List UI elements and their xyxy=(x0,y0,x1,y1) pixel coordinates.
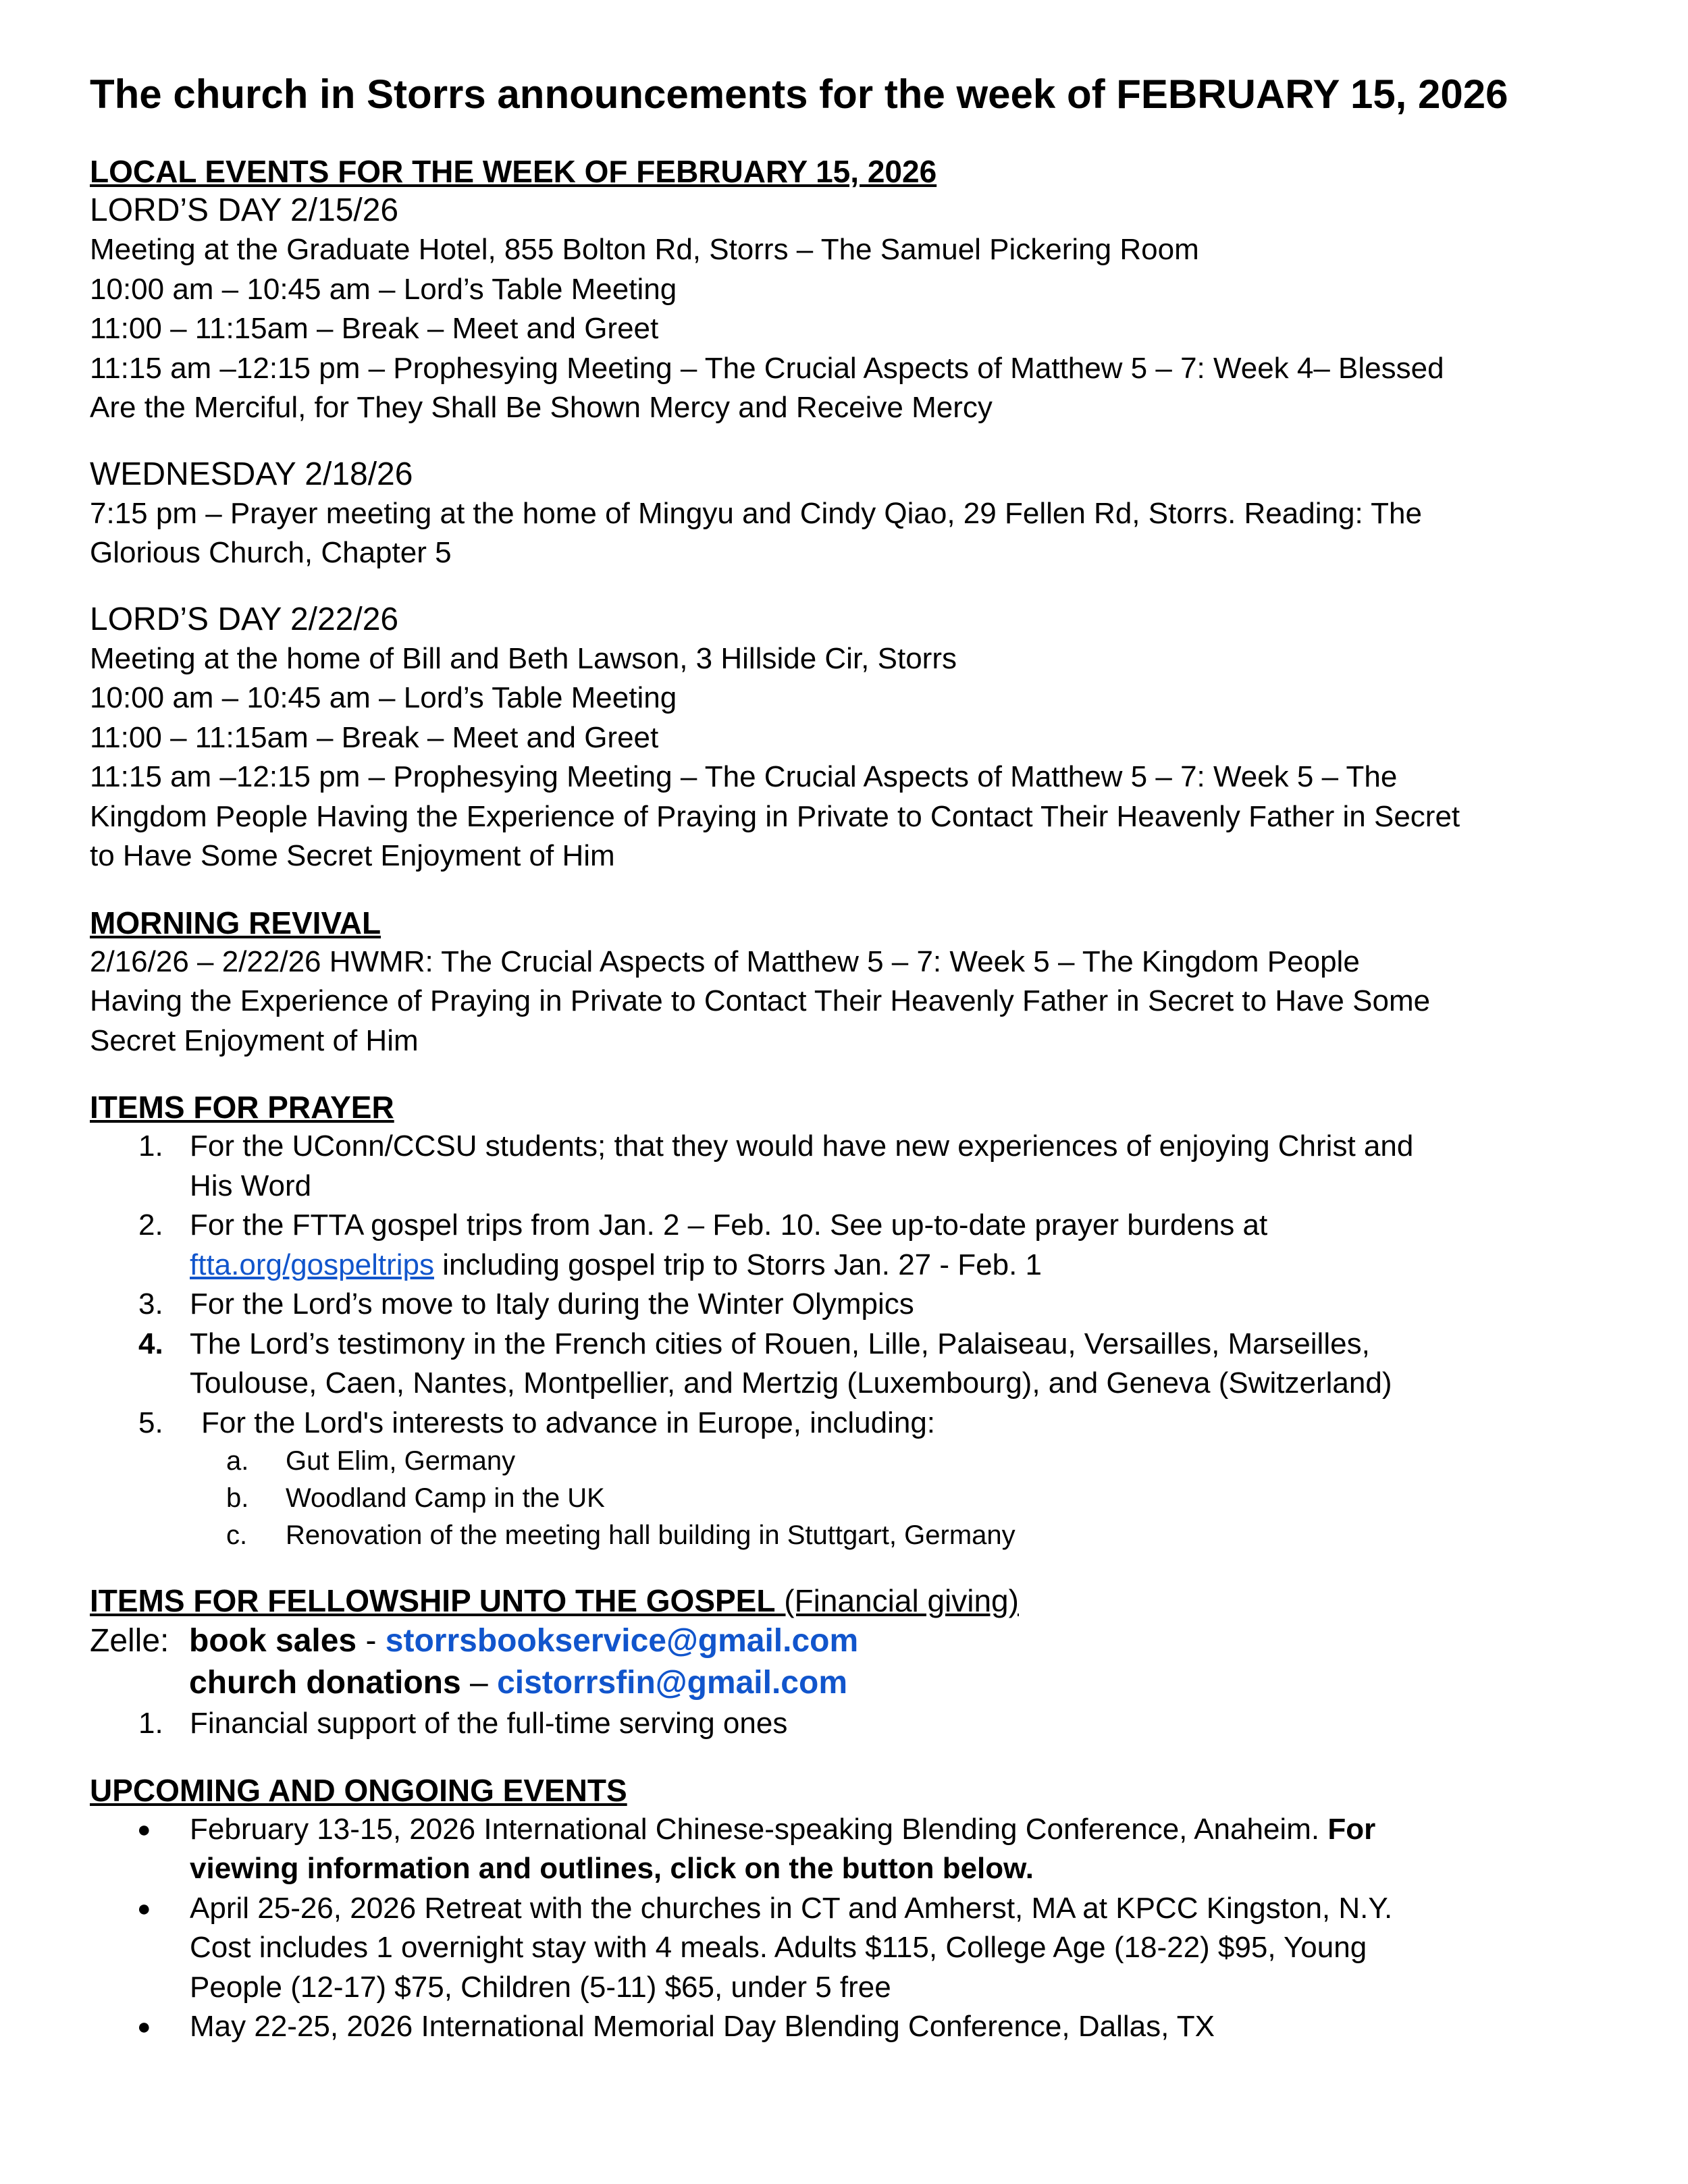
event-line: 11:15 am –12:15 pm – Prophesying Meeting – The Crucial Aspects of Matthew 5 – 7: Week 5 – The xyxy=(90,760,1398,793)
revival-line: Secret Enjoyment of Him xyxy=(90,1023,419,1057)
prayer-item xyxy=(90,1127,1600,1206)
bullet-icon: ● xyxy=(137,1816,151,1842)
morning-revival-section xyxy=(90,903,1600,1061)
event-bold-text: For xyxy=(1327,1812,1376,1846)
event-text: February 13-15, 2026 International Chinese-speaking Blending Conference, Anaheim. xyxy=(190,1812,1328,1846)
event-line: Meeting at the Graduate Hotel, 855 Bolton Rd, Storrs – The Samuel Pickering Room xyxy=(90,233,1199,266)
fellowship-heading-suffix: (Financial giving) xyxy=(775,1583,1019,1618)
event-line: 10:00 am – 10:45 am – Lord’s Table Meeting xyxy=(90,272,677,306)
sub-text: Gut Elim, Germany xyxy=(286,1446,516,1476)
upcoming-event xyxy=(90,1810,1600,1889)
item-text: For the FTTA gospel trips from Jan. 2 – Feb. 10. See up-to-date prayer burdens at xyxy=(190,1208,1268,1242)
item-text: For the Lord's interests to advance in Europe, including: xyxy=(201,1406,936,1439)
event-text: Cost includes 1 overnight stay with 4 meals. Adults $115, College Age (18-22) $95, Young xyxy=(190,1931,1367,1964)
separator: – xyxy=(460,1665,498,1701)
event-text: People (12-17) $75, Children (5-11) $65, under 5 free xyxy=(190,1970,891,2004)
sub-text: Woodland Camp in the UK xyxy=(286,1483,605,1513)
sub-item xyxy=(186,1517,1600,1554)
event-text: May 22-25, 2026 International Memorial Day Blending Conference, Dallas, TX xyxy=(190,2010,1215,2043)
item-text: His Word xyxy=(190,1169,312,1202)
item-text: The Lord’s testimony in the French cities of Rouen, Lille, Palaiseau, Versailles, Marseilles, xyxy=(190,1327,1370,1360)
item-number: 1. xyxy=(138,1707,163,1740)
separator: - xyxy=(357,1623,386,1659)
event-line: 11:15 am –12:15 pm – Prophesying Meeting – The Crucial Aspects of Matthew 5 – 7: Week 4– Blessed xyxy=(90,351,1444,385)
sub-text: Renovation of the meeting hall building in Stuttgart, Germany xyxy=(286,1520,1016,1550)
item-number: 5. xyxy=(138,1406,163,1439)
book-sales-email[interactable]: storrsbookservice@gmail.com xyxy=(385,1623,859,1659)
revival-line: 2/16/26 – 2/22/26 HWMR: The Crucial Aspects of Matthew 5 – 7: Week 5 – The Kingdom People xyxy=(90,944,1360,978)
item-text: For the UConn/CCSU students; that they would have new experiences of enjoying Christ and xyxy=(190,1129,1414,1163)
fellowship-section xyxy=(90,1581,1600,1744)
upcoming-event xyxy=(90,1889,1600,2008)
item-text: Financial support of the full-time serving ones xyxy=(190,1707,788,1740)
book-sales-label: book sales xyxy=(189,1623,357,1659)
item-number: 4. xyxy=(138,1327,163,1360)
local-events-section xyxy=(90,152,1600,876)
prayer-item xyxy=(90,1325,1600,1404)
local-events-heading: LOCAL EVENTS FOR THE WEEK OF FEBRUARY 15, 2026 xyxy=(90,154,937,189)
zelle-church-donations xyxy=(90,1662,1600,1704)
gospel-trips-link[interactable]: ftta.org/gospeltrips xyxy=(190,1248,434,1281)
event-line: Kingdom People Having the Experience of Praying in Private to Contact Their Heavenly Father in Secret xyxy=(90,799,1460,833)
prayer-heading: ITEMS FOR PRAYER xyxy=(90,1090,394,1125)
zelle-label: Zelle: xyxy=(90,1623,169,1659)
sub-letter: c. xyxy=(226,1520,248,1550)
prayer-item xyxy=(90,1285,1600,1325)
upcoming-event xyxy=(90,2007,1600,2047)
church-donations-label: church donations xyxy=(189,1665,461,1701)
upcoming-heading: UPCOMING AND ONGOING EVENTS xyxy=(90,1772,627,1808)
revival-line: Having the Experience of Praying in Private to Contact Their Heavenly Father in Secret to Have Some xyxy=(90,984,1431,1017)
sub-letter: b. xyxy=(226,1483,249,1513)
event-text: April 25-26, 2026 Retreat with the churches in CT and Amherst, MA at KPCC Kingston, N.Y. xyxy=(190,1891,1393,1925)
event-line: 11:00 – 11:15am – Break – Meet and Greet xyxy=(90,312,659,345)
fellowship-heading xyxy=(90,1581,1600,1620)
fellowship-list xyxy=(90,1704,1600,1744)
upcoming-section xyxy=(90,1771,1600,2047)
event-day-lords-day-2 xyxy=(90,600,1600,876)
morning-revival-heading: MORNING REVIVAL xyxy=(90,905,381,940)
prayer-item xyxy=(90,1206,1600,1285)
item-number: 2. xyxy=(138,1208,163,1242)
bullet-icon: ● xyxy=(137,1895,151,1921)
prayer-item xyxy=(90,1404,1600,1443)
event-line: Are the Merciful, for They Shall Be Shown Mercy and Receive Mercy xyxy=(90,391,993,424)
event-line: to Have Some Secret Enjoyment of Him xyxy=(90,839,615,872)
event-bold-text: viewing information and outlines, click on the button below. xyxy=(190,1852,1034,1885)
day-heading: WEDNESDAY 2/18/26 xyxy=(90,456,413,492)
event-line: Glorious Church, Chapter 5 xyxy=(90,536,452,569)
prayer-section xyxy=(90,1088,1600,1554)
event-day-lords-day-1 xyxy=(90,191,1600,428)
fellowship-heading-main: ITEMS FOR FELLOWSHIP UNTO THE GOSPEL xyxy=(90,1583,776,1618)
item-text: Toulouse, Caen, Nantes, Montpellier, and Mertzig (Luxembourg), and Geneva (Switzerland) xyxy=(190,1366,1392,1400)
sub-item xyxy=(186,1480,1600,1517)
event-line: 10:00 am – 10:45 am – Lord’s Table Meeting xyxy=(90,681,677,714)
item-text: For the Lord’s move to Italy during the Winter Olympics xyxy=(190,1287,914,1321)
fellowship-item xyxy=(90,1704,1600,1744)
event-line: 7:15 pm – Prayer meeting at the home of Mingyu and Cindy Qiao, 29 Fellen Rd, Storrs. Reading: The xyxy=(90,496,1422,530)
sub-item xyxy=(186,1443,1600,1480)
bullet-icon: ● xyxy=(137,2014,151,2040)
prayer-list xyxy=(90,1127,1600,1443)
page-title: The church in Storrs announcements for the week of FEBRUARY 15, 2026 xyxy=(90,72,1508,117)
item-number: 1. xyxy=(138,1129,163,1163)
event-line: 11:00 – 11:15am – Break – Meet and Greet xyxy=(90,720,659,754)
europe-sublist xyxy=(90,1443,1600,1554)
item-number: 3. xyxy=(138,1287,163,1321)
event-line: Meeting at the home of Bill and Beth Lawson, 3 Hillside Cir, Storrs xyxy=(90,641,957,675)
upcoming-list xyxy=(90,1810,1600,2047)
day-heading: LORD’S DAY 2/22/26 xyxy=(90,601,399,637)
event-day-wednesday xyxy=(90,455,1600,573)
day-heading: LORD’S DAY 2/15/26 xyxy=(90,192,399,228)
sub-letter: a. xyxy=(226,1446,249,1476)
zelle-book-sales xyxy=(90,1620,1600,1662)
item-text: including gospel trip to Storrs Jan. 27 - Feb. 1 xyxy=(433,1248,1042,1281)
church-donations-email[interactable]: cistorrsfin@gmail.com xyxy=(497,1665,847,1701)
